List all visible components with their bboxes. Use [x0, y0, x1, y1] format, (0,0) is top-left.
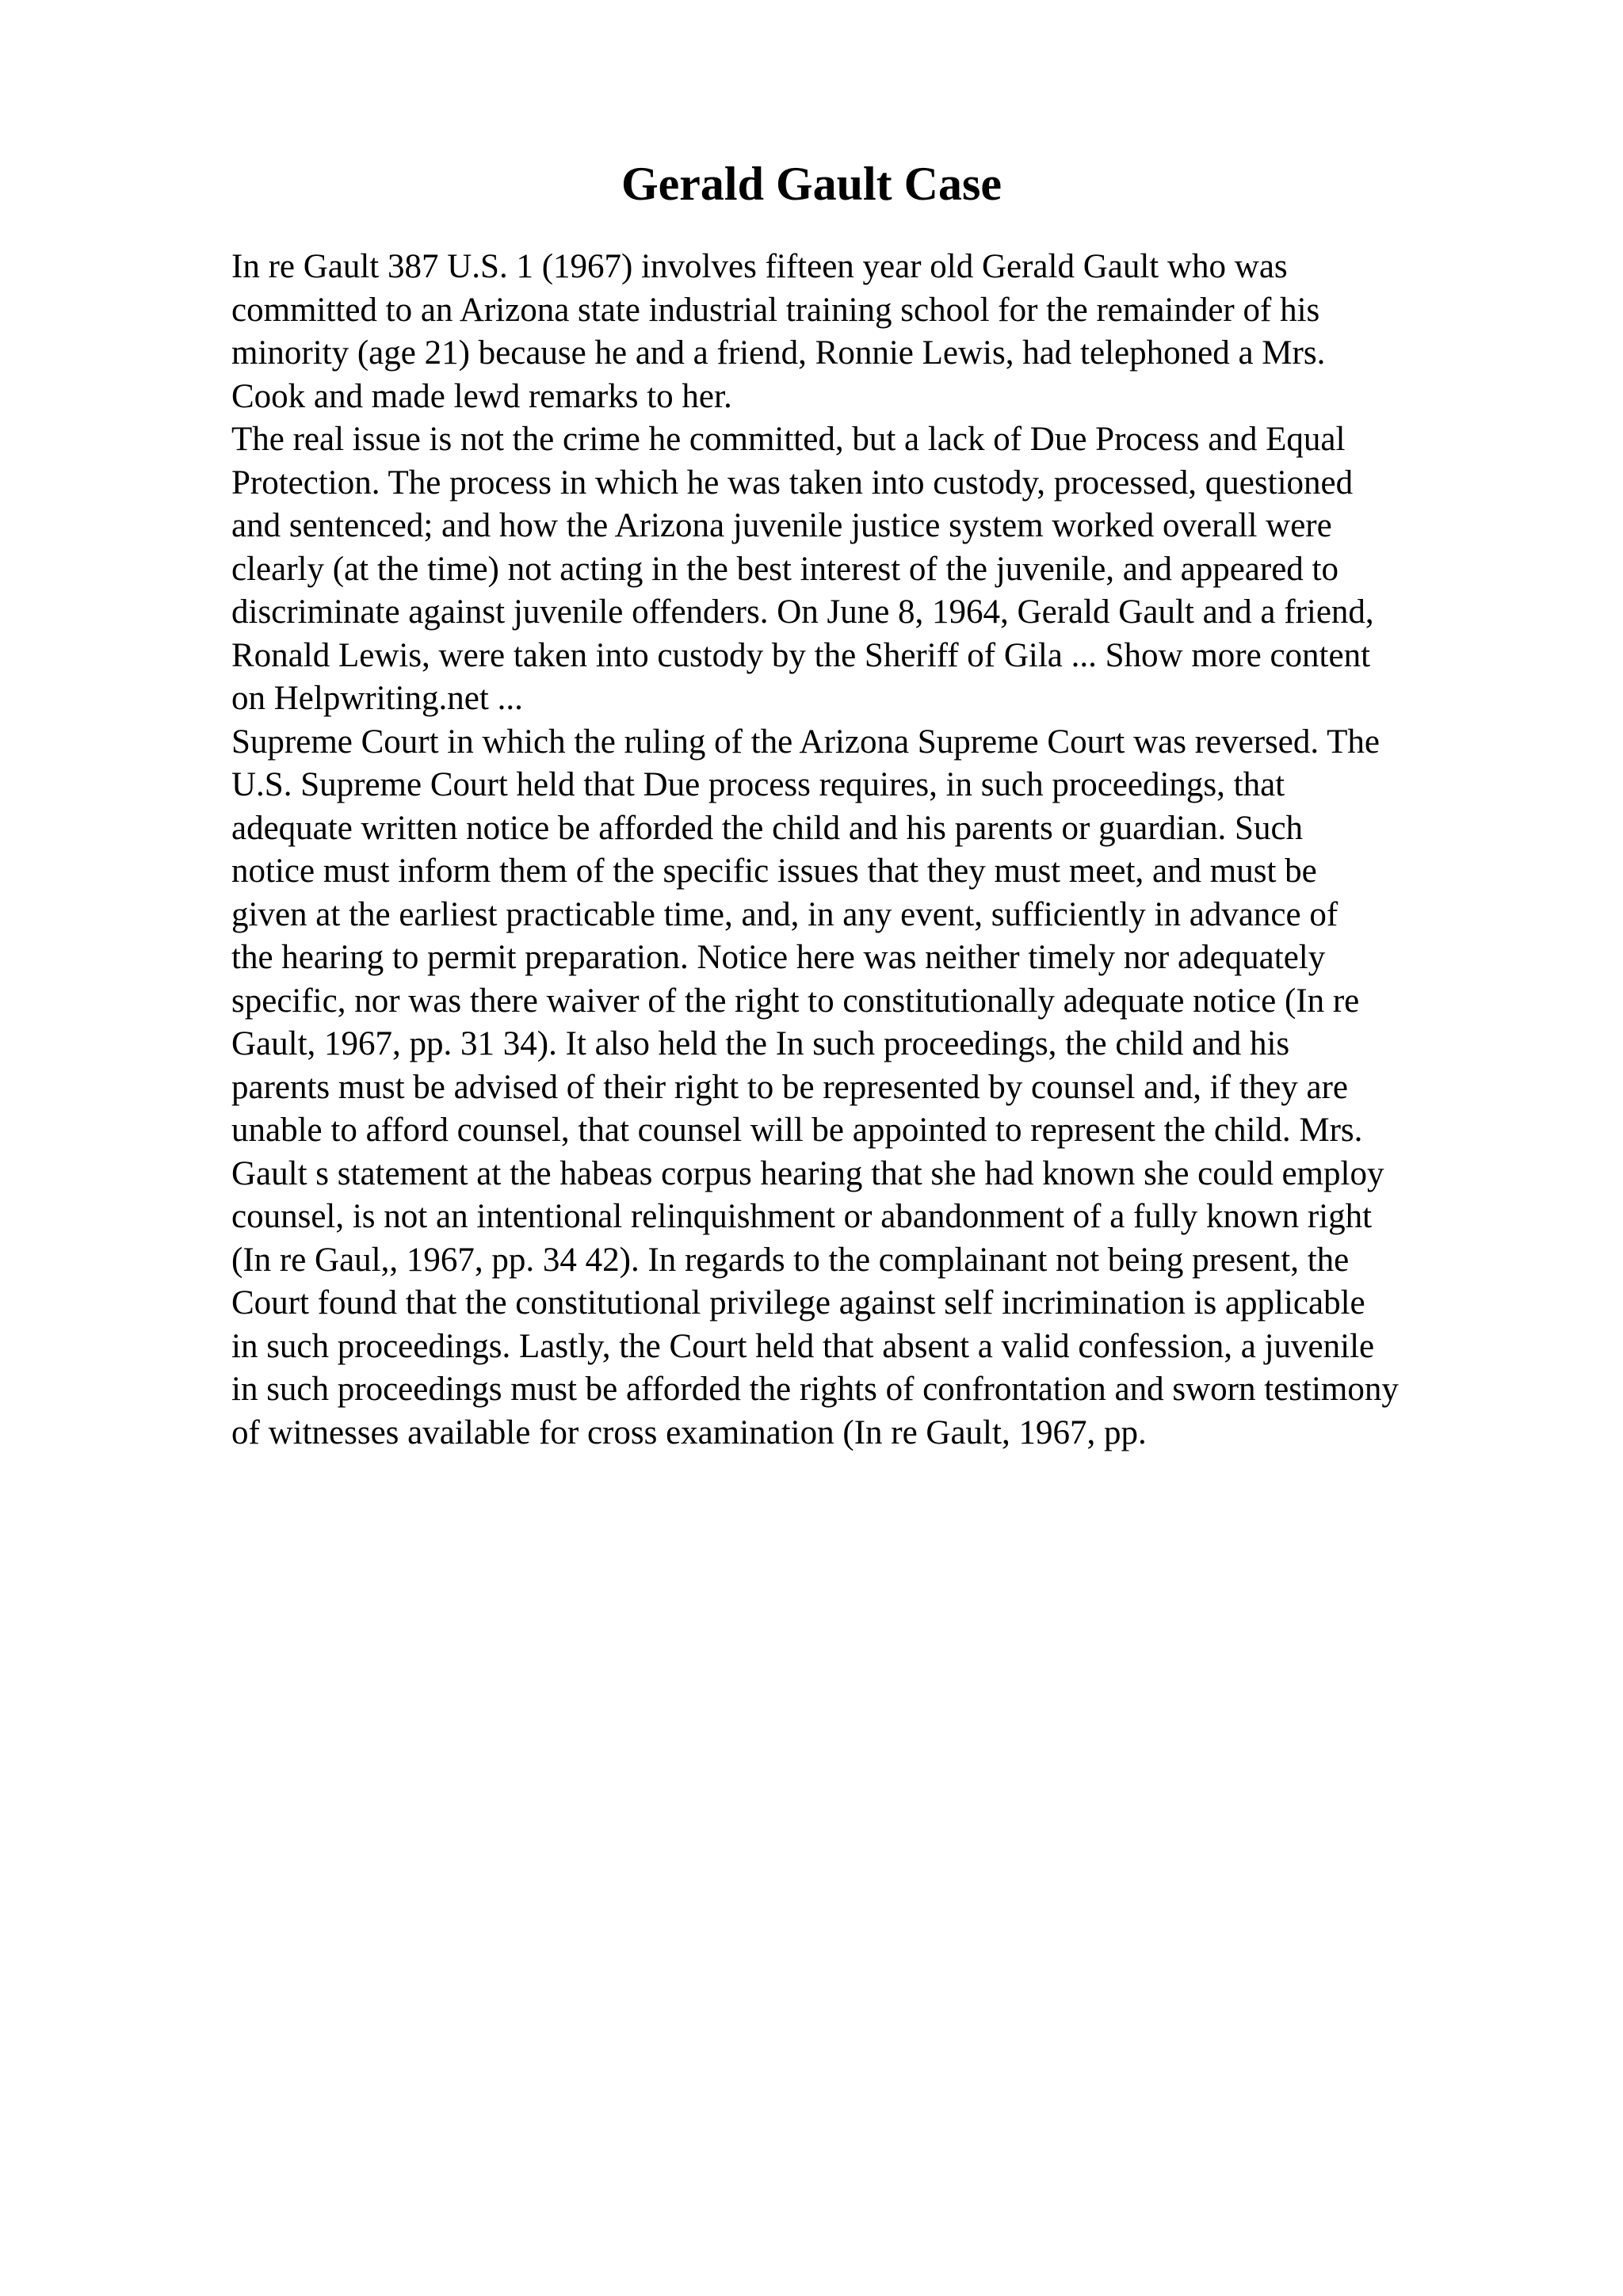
body-line: minority (age 21) because he and a friend, Ronnie Lewis, had telephoned a Mrs.: [231, 334, 1326, 372]
body-line: discriminate against juvenile offenders. On June 8, 1964, Gerald Gault and a friend,: [231, 593, 1374, 631]
body-line: Supreme Court in which the ruling of the Arizona Supreme Court was reversed. The: [231, 723, 1380, 761]
body-line: Protection. The process in which he was taken into custody, processed, questioned: [231, 463, 1354, 502]
body-line: Ronald Lewis, were taken into custody by the Sheriff of Gila ... Show more content: [231, 636, 1371, 674]
body-line: adequate written notice be afforded the child and his parents or guardian. Such: [231, 809, 1304, 847]
body-line: Cook and made lewd remarks to her.: [231, 377, 732, 415]
body-line: clearly (at the time) not acting in the best interest of the juvenile, and appeared to: [231, 550, 1338, 588]
document-title: Gerald Gault Case: [621, 158, 1002, 210]
body-line: notice must inform them of the specific issues that they must meet, and must be: [231, 852, 1317, 890]
body-line: Gault, 1967, pp. 31 34). It also held the In such proceedings, the child and his: [231, 1025, 1290, 1062]
body-line: of witnesses available for cross examination (In re Gault, 1967, pp.: [231, 1413, 1147, 1451]
document-body: [231, 246, 1499, 1455]
body-line: specific, nor was there waiver of the right to constitutionally adequate notice (In re: [231, 982, 1360, 1020]
body-line: on Helpwriting.net ...: [231, 680, 523, 717]
body-line: the hearing to permit preparation. Notice here was neither timely nor adequately: [231, 939, 1326, 976]
body-line: In re Gault 387 U.S. 1 (1967) involves fifteen year old Gerald Gault who was: [231, 248, 1288, 285]
body-line: unable to afford counsel, that counsel will be appointed to represent the child. Mrs.: [231, 1112, 1363, 1149]
body-line: counsel, is not an intentional relinquishment or abandonment of a fully known right: [231, 1198, 1373, 1235]
body-line: U.S. Supreme Court held that Due process requires, in such proceedings, that: [231, 766, 1285, 803]
body-line: parents must be advised of their right to be represented by counsel and, if they are: [231, 1068, 1348, 1106]
body-line: in such proceedings. Lastly, the Court held that absent a valid confession, a juvenile: [231, 1327, 1375, 1365]
body-line: and sentenced; and how the Arizona juvenile justice system worked overall were: [231, 507, 1332, 544]
body-line: (In re Gaul,, 1967, pp. 34 42). In regards to the complainant not being present, the: [231, 1241, 1350, 1279]
body-line: Gault s statement at the habeas corpus hearing that she had known she could employ: [231, 1154, 1384, 1192]
body-line: committed to an Arizona state industrial training school for the remainder of his: [231, 291, 1320, 329]
body-line: The real issue is not the crime he committed, but a lack of Due Process and Equal: [231, 421, 1346, 458]
body-line: in such proceedings must be afforded the rights of confrontation and sworn testimony: [231, 1371, 1399, 1408]
body-line: given at the earliest practicable time, and, in any event, sufficiently in advance of: [231, 895, 1338, 933]
body-line: Court found that the constitutional privilege against self incrimination is applicable: [231, 1284, 1365, 1322]
